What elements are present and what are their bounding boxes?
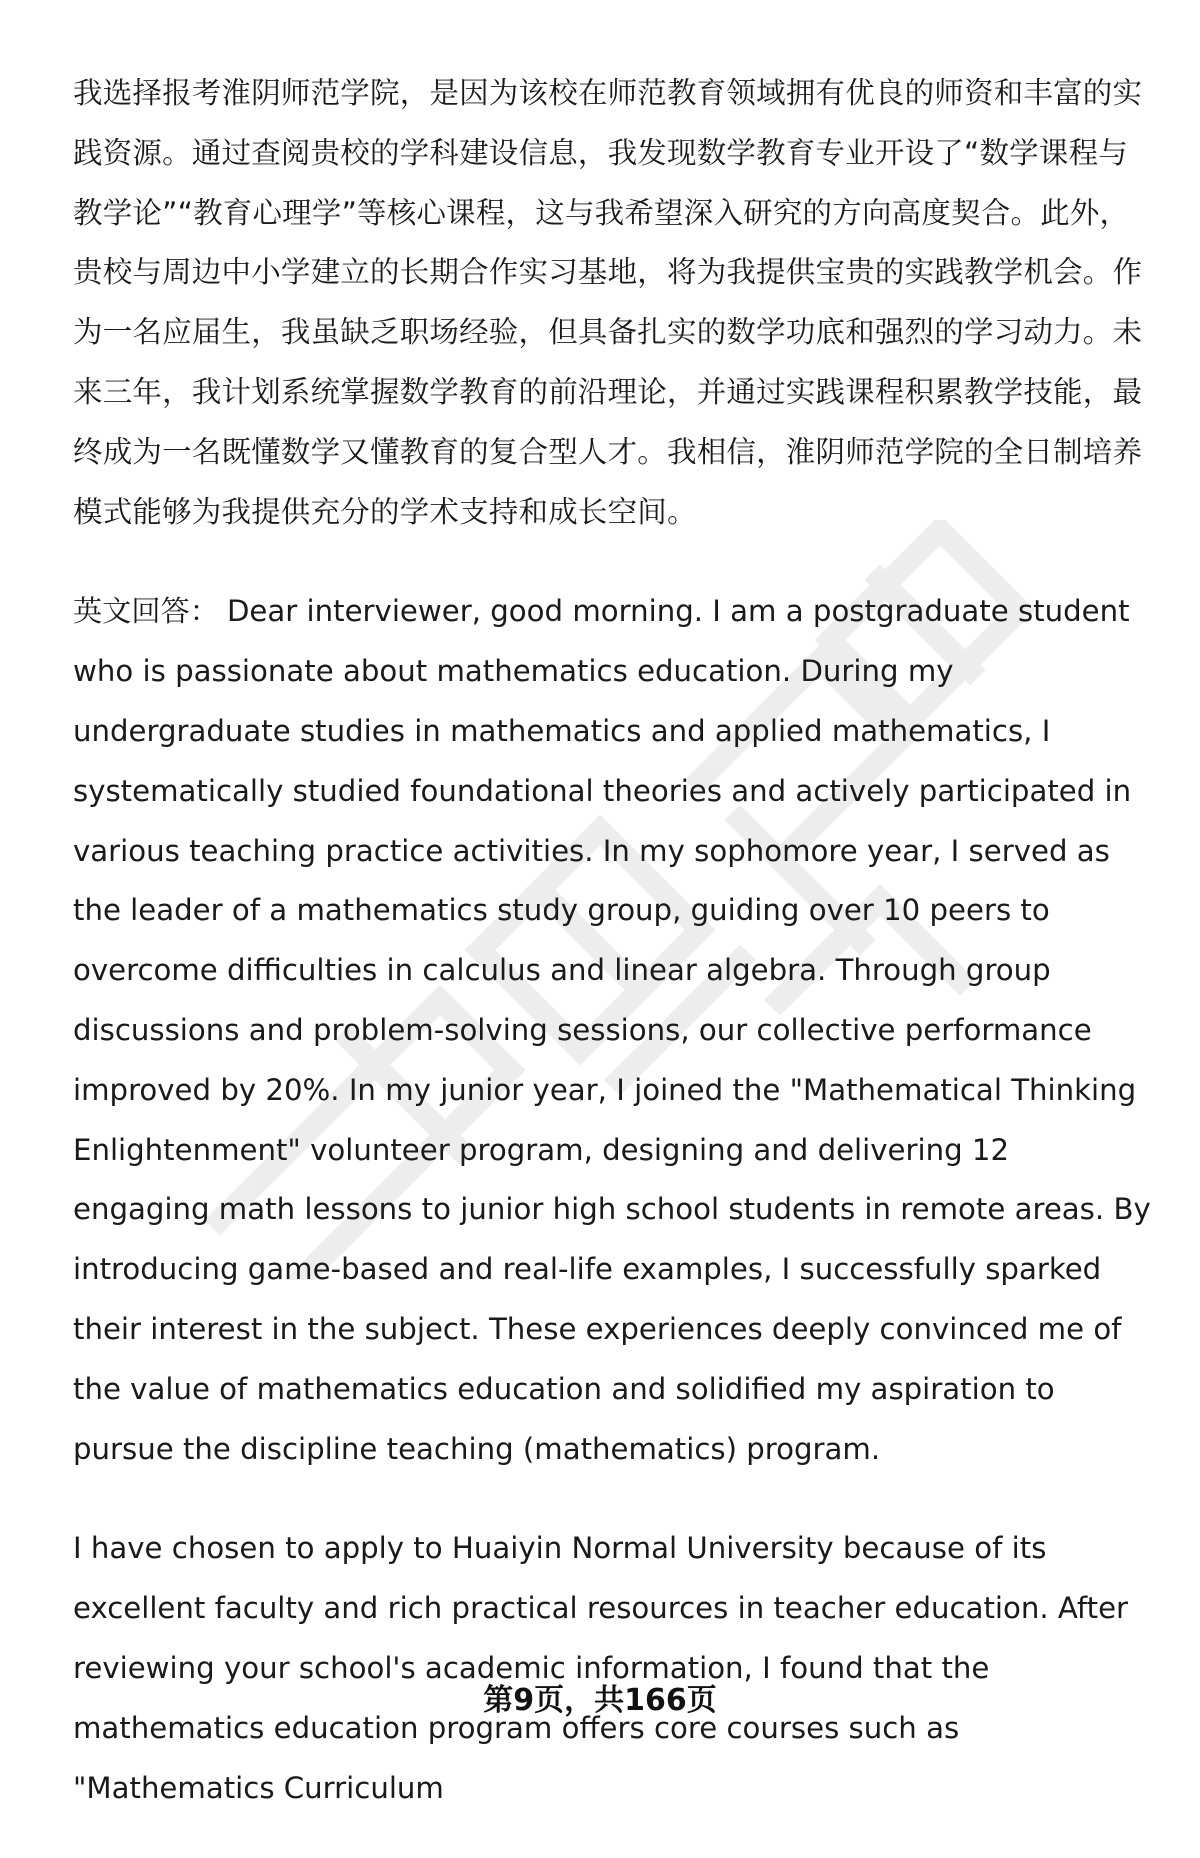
paragraph-chinese-answer: 我选择报考淮阴师范学院，是因为该校在师范教育领域拥有优良的师资和丰富的实践资源。通过查阅贵校的学科建设信息，我发现数学教育专业开设了“数学课程与教学论”“教育心理学”等核心课程，这与我希望深入研究的方向高度契合。此外，贵校与周边中小学建立的长期合作实习基地，将为我提供宝贵的实践教学机会。作为一名应届生，我虽缺乏职场经验，但具备扎实的数学功底和强烈的学习动力。未来三年，我计划系统掌握数学教育的前沿理论，并通过实践课程积累教学技能，最终成为一名既懂数学又懂教育的复合型人才。我相信，淮阴师范学院的全日制培养模式能够为我提供充分的学术支持和成长空间。 bbox=[73, 76, 1143, 529]
paragraph-english-answer bbox=[73, 582, 1153, 1479]
english-answer-text: Dear interviewer, good morning. I am a postgraduate student who is passionate about mathematics education. During my undergraduate studies in mathematics and applied mathematics, I systematically studied foundational theories and actively participated in various teaching practice activities. In my sophomore year, I served as the leader of a mathematics study group, guiding over 10 peers to overcome difficulties in calculus and linear algebra. Through group discussions and problem-solving sessions, our collective performance improved by 20%. In my junior year, I joined the "Mathematical Thinking Enlightenment" volunteer program, designing and delivering 12 engaging math lessons to junior high school students in remote areas. By introducing game-based and real-life examples, I successfully sparked their interest in the subject. These experiences deeply convinced me of the value of mathematics education and solidified my aspiration to pursue the discipline teaching (mathematics) program. bbox=[73, 594, 1151, 1466]
document-body bbox=[73, 64, 1153, 1858]
paragraph-english-continued: I have chosen to apply to Huaiyin Normal University because of its excellent faculty and rich practical resources in teacher education. After reviewing your school's academic information, I found that the mathematics education program offers core courses such as "Mathematics Curriculum bbox=[73, 1531, 1129, 1805]
english-answer-label: 英文回答： bbox=[73, 594, 219, 629]
page-number-footer: 第9页，共166页 bbox=[483, 1683, 717, 1718]
